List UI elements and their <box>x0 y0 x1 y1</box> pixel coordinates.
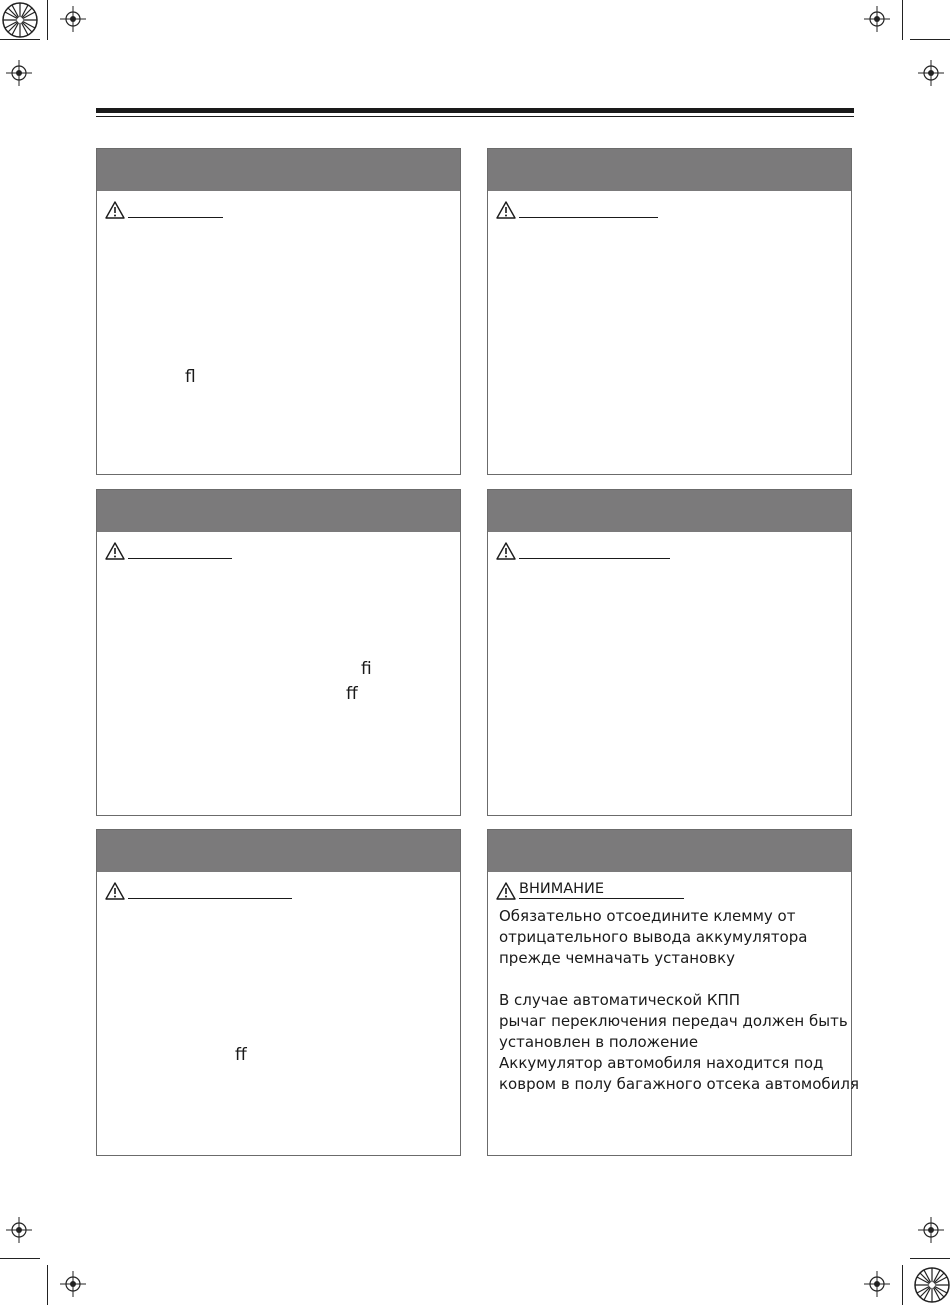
warning-underline <box>128 898 292 899</box>
text-line: отрицательного вывода аккумулятора <box>499 928 808 946</box>
crop-line-top-right-h <box>910 39 950 40</box>
registration-mark-top-left <box>0 0 42 42</box>
crosshair-mark-right-bottom <box>918 1217 944 1243</box>
crosshair-mark-bottom-a <box>60 1271 86 1297</box>
crosshair-mark-right-top <box>918 60 944 86</box>
warning-row <box>97 191 460 217</box>
warning-row <box>97 532 460 558</box>
crop-line-bottom-right-h <box>910 1258 950 1259</box>
text-line: ковром в полу багажного отсека автомобиля <box>499 1075 859 1093</box>
crosshair-mark-bottom-b <box>864 1271 890 1297</box>
warning-underline <box>128 558 232 559</box>
crosshair-mark-left-bottom <box>6 1217 32 1243</box>
panel-bottom-right <box>487 829 859 1156</box>
ligature-glyph: ﬁ <box>361 659 372 679</box>
warning-underline <box>519 898 684 899</box>
crop-line-top-left-h <box>0 39 40 40</box>
crop-line-top-left-v <box>47 0 48 40</box>
panel-body-text <box>499 906 859 1095</box>
panel-header <box>97 149 460 191</box>
panel-header <box>488 490 851 532</box>
warning-triangle-icon <box>105 882 125 900</box>
warning-triangle-icon <box>496 882 516 900</box>
panel-middle-left <box>96 489 461 816</box>
header-rule-thick <box>96 108 854 113</box>
warning-row <box>488 191 851 217</box>
crosshair-mark-top-a <box>60 6 86 32</box>
panel-header <box>488 149 851 191</box>
panel-top-left <box>96 148 461 475</box>
ligature-glyph: ﬂ <box>185 367 196 387</box>
warning-underline <box>519 558 670 559</box>
warning-triangle-icon <box>105 542 125 560</box>
panel-top-right <box>487 148 852 475</box>
text-line: В случае автоматической КПП <box>499 991 741 1009</box>
crosshair-mark-top-b <box>864 6 890 32</box>
warning-row <box>488 872 851 898</box>
registration-mark-bottom-right <box>912 1265 950 1305</box>
warning-underline <box>519 217 658 218</box>
crop-line-top-right-v <box>902 0 903 40</box>
text-line: Обязательно отсоедините клемму от <box>499 907 796 925</box>
warning-underline <box>128 217 223 218</box>
crop-line-bottom-left-h <box>0 1258 40 1259</box>
warning-row <box>488 532 851 558</box>
text-line: прежде чемначать установку <box>499 949 736 967</box>
text-line: рычаг переключения передач должен быть <box>499 1012 848 1030</box>
panel-header <box>97 490 460 532</box>
text-line: Аккумулятор автомобиля находится под <box>499 1054 824 1072</box>
warning-triangle-icon <box>496 201 516 219</box>
panel-middle-right <box>487 489 852 816</box>
panel-header <box>97 830 460 872</box>
ligature-glyph: ﬀ <box>235 1045 247 1065</box>
paragraph-gap <box>499 969 844 990</box>
warning-label: ВНИМАНИЕ <box>519 881 605 897</box>
text-line: установлен в положение <box>499 1033 699 1051</box>
crosshair-mark-left-top <box>6 60 32 86</box>
crop-line-bottom-left-v <box>47 1265 48 1305</box>
crop-line-bottom-right-v <box>902 1265 903 1305</box>
warning-row <box>97 872 460 898</box>
panel-header <box>488 830 851 872</box>
header-rule-thin <box>96 116 854 117</box>
panel-bottom-left <box>96 829 461 1156</box>
warning-triangle-icon <box>105 201 125 219</box>
warning-triangle-icon <box>496 542 516 560</box>
ligature-glyph: ﬀ <box>346 684 358 704</box>
